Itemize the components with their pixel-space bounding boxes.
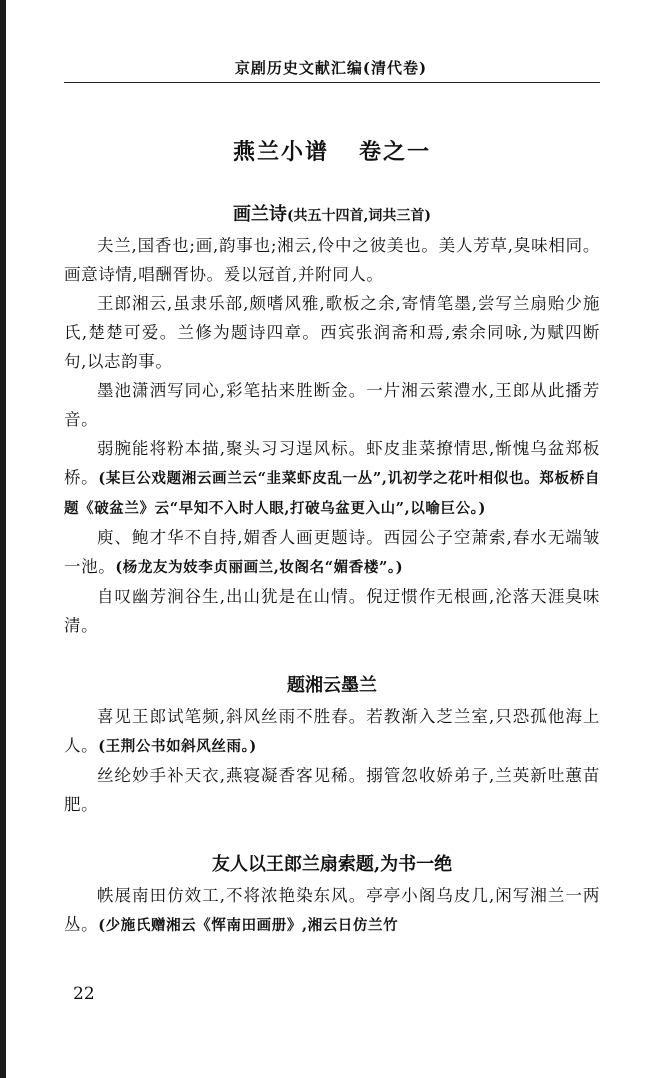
poem-note: (王荆公书如斜风丝雨。) bbox=[98, 738, 257, 755]
running-head: 京剧历史文献汇编(清代卷) bbox=[234, 59, 428, 77]
paragraph-text: 王郎湘云,虽隶乐部,颇嗜风雅,歌板之余,寄情笔墨,尝写兰扇贻少施氏,楚楚可爱。兰修为题诗四章。西宾张润斋和焉,索余同咏,为赋四断句,以志韵事。 bbox=[64, 294, 600, 371]
section-title-youren: 友人以王郎兰扇索题,为书一绝 bbox=[211, 854, 453, 875]
paragraph-text: 夫兰,国香也;画,韵事也;湘云,伶中之彼美也。美人芳草,臭味相同。画意诗情,唱酬胥协。爰以冠首,并附同人。 bbox=[64, 236, 600, 284]
chapter-title-main: 燕兰小谱 bbox=[232, 139, 329, 165]
poem-text: 丝纶妙手补天衣,燕寝凝香客见稀。搦管忽收娇弟子,兰英新吐蕙苗肥。 bbox=[64, 766, 600, 814]
poem-paragraph bbox=[64, 523, 600, 582]
poem-paragraph bbox=[64, 376, 600, 434]
poem-paragraph bbox=[64, 434, 600, 523]
poem-paragraph bbox=[64, 582, 600, 640]
section-title-text: 画兰诗 bbox=[232, 204, 287, 225]
poem-text: 庾、鲍才华不自持,媚香人画更题诗。西园公子空萧索,春水无端皱一池。 bbox=[64, 528, 600, 576]
paragraph bbox=[64, 289, 600, 376]
page-edge-shadow bbox=[0, 0, 6, 1078]
poem-paragraph bbox=[64, 761, 600, 819]
poem-paragraph bbox=[64, 881, 600, 940]
section-title-hualanshi bbox=[64, 199, 600, 231]
poem-note: (少施氏赠湘云《恽南田画册》,湘云日仿兰竹 bbox=[98, 917, 399, 934]
header-rule bbox=[64, 82, 600, 83]
page-number: 22 bbox=[73, 984, 95, 1004]
paragraph bbox=[64, 231, 600, 289]
poem-text: 弱腕能将粉本描,聚头习习逞风标。虾皮韭菜撩情思,惭愧乌盆郑板桥。 bbox=[64, 439, 600, 487]
poem-text: 帙展南田仿效工,不将浓艳染东风。亭亭小阁乌皮几,闲写湘兰一两丛。 bbox=[64, 886, 600, 934]
poem-note: (某巨公戏题湘云画兰云“韭菜虾皮乱一丛”,讥初学之花叶相似也。郑板桥自题《破盆兰》云“早知不入时人眼,打破乌盆更入山”,以喻巨公。) bbox=[64, 470, 600, 517]
page-content bbox=[64, 130, 600, 940]
poem-text: 自叹幽芳涧谷生,出山犹是在山情。倪迂惯作无根画,沦落天涯臭味清。 bbox=[64, 587, 600, 635]
chapter-title-sub: 卷之一 bbox=[359, 139, 432, 165]
poem-text: 墨池潇洒写同心,彩笔拈来胜断金。一片湘云萦澧水,王郎从此播芳音。 bbox=[64, 381, 600, 429]
poem-text: 喜见王郎试笔频,斜风丝雨不胜春。若教渐入芝兰室,只恐孤他海上人。 bbox=[64, 707, 600, 755]
poem-paragraph bbox=[64, 702, 600, 761]
chapter-title bbox=[64, 135, 600, 169]
poem-note: (杨龙友为妓李贞丽画兰,妆阁名“媚香楼”。) bbox=[115, 559, 404, 576]
section-title-tixiangyun: 题湘云墨兰 bbox=[287, 675, 377, 696]
section-title-note: (共五十四首,词共三首) bbox=[286, 208, 432, 224]
